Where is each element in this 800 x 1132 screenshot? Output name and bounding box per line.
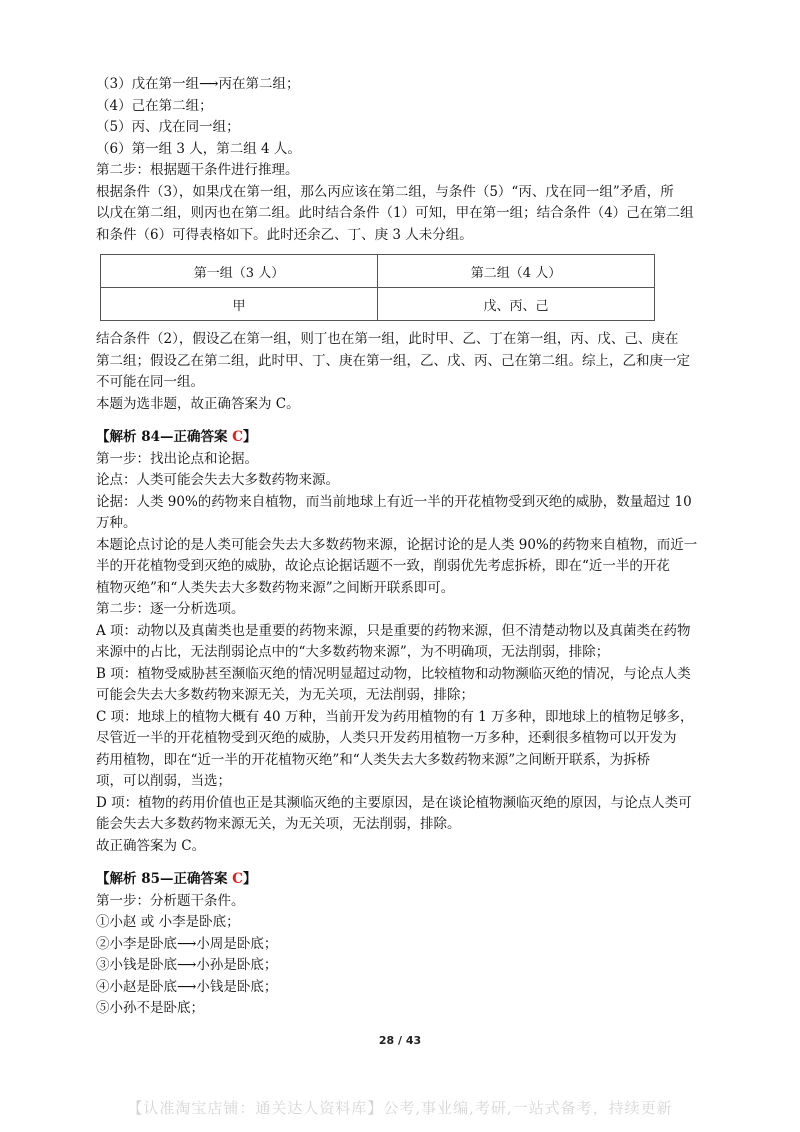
text-line: 尽管近一半的开花植物受到灭绝的威胁，人类只开发药用植物一万多种，还剩很多植物可以开发为 — [96, 730, 677, 746]
text-line: 能会失去大多数药物来源无关，为无关项，无法削弱，排除。 — [96, 816, 461, 832]
text-line: ②小李是卧底⟶小周是卧底； — [96, 935, 278, 952]
after-table-paragraph — [96, 329, 708, 415]
text-line: 第一步：分析题干条件。 — [96, 892, 245, 909]
page-number: 28 / 43 — [378, 1034, 422, 1047]
text-line: 结合条件（2），假设乙在第一组，则丁也在第一组，此时甲、乙、丁在第一组，丙、戊、己、庚在 — [96, 331, 679, 347]
text-line: （5）丙、戊在同一组； — [96, 119, 240, 135]
text-line: 论点：人类可能会失去大多数药物来源。 — [96, 472, 339, 488]
section-84 — [96, 427, 708, 857]
text-line: 不可能在同一组。 — [96, 374, 204, 390]
table-header-row — [101, 255, 655, 288]
top-paragraph — [96, 74, 708, 246]
text-line: 根据条件（3），如果戊在第一组，那么丙应该在第二组，与条件（5）“丙、戊在同一组”矛盾，所 — [96, 183, 674, 200]
text-line: 论据：人类 90%的药物来自植物，而当前地球上有近一半的开花植物受到灭绝的威胁，数量超过 10 — [96, 493, 692, 510]
text-line: 来源中的占比，无法削弱论点中的“大多数药物来源”，为不明确项，无法削弱，排除； — [96, 644, 610, 660]
text-line: 本题为选非题，故正确答案为 C。 — [96, 395, 300, 412]
answer-letter: C — [232, 429, 243, 445]
text-line: 故正确答案为 C。 — [96, 837, 206, 854]
text-line: C 项：地球上的植物大概有 40 万种，当前开发为药用植物的有 1 万多种，即地球上的植物足够多， — [96, 708, 694, 725]
text-line: 第一步：找出论点和论据。 — [96, 450, 258, 467]
text-line: D 项：植物的药用价值也正是其濒临灭绝的主要原因，是在谈论植物濒临灭绝的原因，与论点人类可 — [96, 794, 692, 811]
heading-suffix: 】 — [242, 429, 257, 445]
text-line: 可能会失去大多数药物来源无关，为无关项，无法削弱，排除； — [96, 687, 474, 703]
text-line: 第二步：根据题干条件进行推理。 — [96, 162, 299, 178]
heading-prefix: 【解析 84—正确答案 — [96, 429, 233, 445]
table-cell: 甲 — [101, 288, 378, 321]
text-line: A 项：动物以及真菌类也是重要的药物来源，只是重要的药物来源，但不清楚动物以及真菌类在药物 — [96, 622, 691, 639]
table-cell: 戊、丙、己 — [378, 288, 655, 321]
table-header-cell: 第一组（3 人） — [101, 255, 378, 288]
text-line: 药用植物，即在“近一半的开花植物灭绝”和“人类失去大多数药物来源”之间断开联系，为拆桥 — [96, 751, 651, 768]
text-line: 植物灭绝”和“人类失去大多数药物来源”之间断开联系即可。 — [96, 579, 455, 596]
text-line: （3）戊在第一组⟶丙在第二组； — [96, 76, 300, 92]
table-row — [101, 288, 655, 321]
section-heading — [96, 427, 708, 449]
document-body — [96, 74, 708, 1020]
answer-letter: C — [232, 871, 243, 887]
table-header-cell: 第二组（4 人） — [378, 255, 655, 288]
text-line: ⑤小孙不是卧底； — [96, 1000, 204, 1016]
text-line: 以戊在第二组，则丙也在第二组。此时结合条件（1）可知，甲在第一组；结合条件（4）己在第二组 — [96, 205, 694, 221]
text-line: B 项：植物受威胁甚至濒临灭绝的情况明显超过动物，比较植物和动物濒临灭绝的情况，与论点人类 — [96, 665, 691, 682]
section-heading — [96, 869, 708, 891]
heading-suffix: 】 — [242, 871, 257, 887]
group-table — [100, 254, 655, 321]
text-line: 万种。 — [96, 515, 137, 531]
text-line: 本题论点讨论的是人类可能会失去大多数药物来源，论据讨论的是人类 90%的药物来自植物，而近一 — [96, 536, 698, 553]
text-line: 和条件（6）可得表格如下。此时还余乙、丁、庚 3 人未分组。 — [96, 226, 473, 243]
text-line: 第二步：逐一分析选项。 — [96, 601, 245, 617]
watermark: 【认准淘宝店铺：通关达人资料库】公考,事业编,考研,一站式备考，持续更新 — [127, 1099, 673, 1117]
text-line: ①小赵 或 小李是卧底； — [96, 914, 240, 930]
text-line: （4）己在第二组； — [96, 97, 213, 114]
text-line: ③小钱是卧底⟶小孙是卧底； — [96, 957, 278, 973]
text-line: 项，可以削弱，当选； — [96, 773, 231, 789]
heading-prefix: 【解析 85—正确答案 — [96, 871, 233, 887]
text-line: 半的开花植物受到灭绝的威胁，故论点论据话题不一致，削弱优先考虑拆桥，即在“近一半的开花 — [96, 558, 670, 574]
section-85 — [96, 869, 708, 1020]
text-line: 第二组；假设乙在第二组，此时甲、丁、庚在第一组，乙、戊、丙、己在第二组。综上，乙和庚一定 — [96, 352, 690, 369]
text-line: ④小赵是卧底⟶小钱是卧底； — [96, 978, 278, 995]
text-line: （6）第一组 3 人，第二组 4 人。 — [96, 140, 301, 157]
